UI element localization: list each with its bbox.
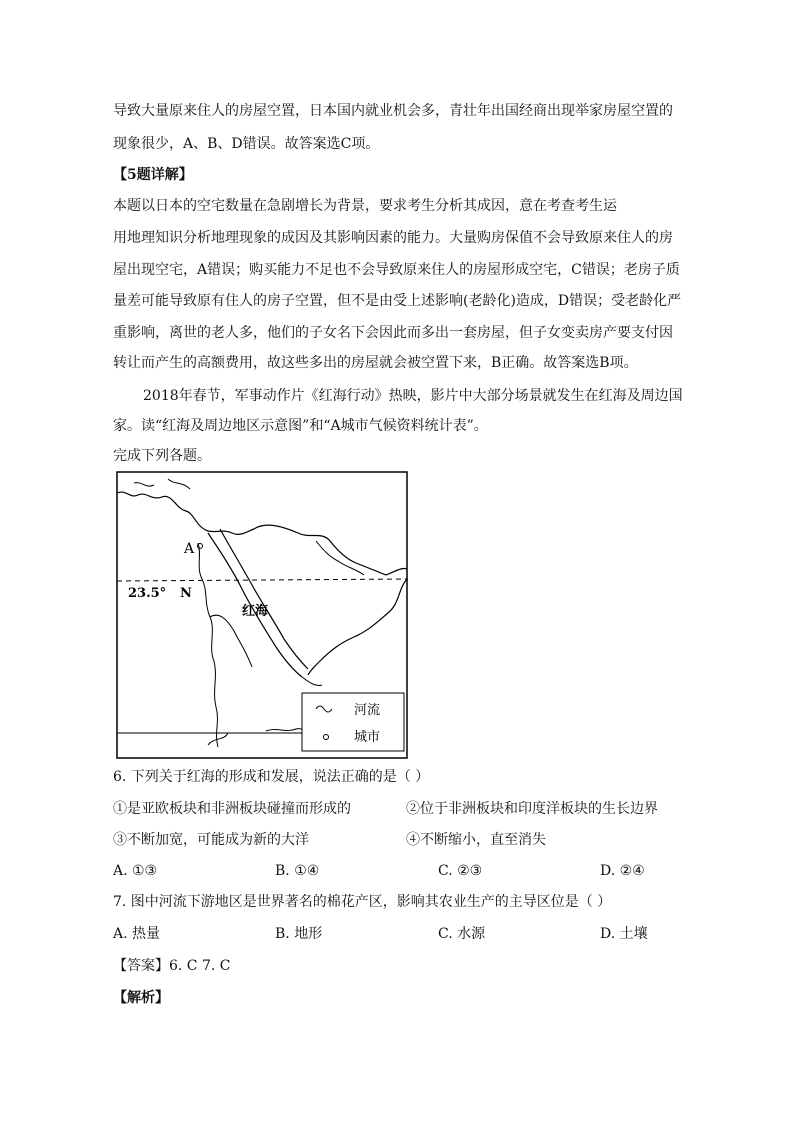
q6-option-a: A. ①③: [113, 863, 158, 879]
legend-city-label: 城市: [354, 730, 381, 745]
q7-option-d: D. 土壤: [600, 926, 648, 942]
red-sea-label: 红海: [242, 604, 269, 619]
q6-option-b: B. ①④: [275, 863, 320, 879]
text-line: 本题以日本的空宅数量在急剧增长为背景，要求考生分析其成因，意在考查考生运: [113, 198, 617, 214]
q7-stem: 7. 图中河流下游地区是世界著名的棉花产区，影响其农业生产的主导区位是（ ）: [113, 894, 612, 910]
north-label: N: [180, 586, 192, 601]
q6-option-c: C. ②③: [438, 863, 483, 879]
q5-heading: 【5题详解】: [113, 167, 193, 183]
latitude-label: 23.5°: [128, 586, 167, 601]
city-a-label: A: [184, 541, 195, 557]
text-line: 转让而产生的高额费用，故这些多出的房屋就会被空置下来，B正确。故答案选B项。: [113, 355, 638, 371]
red-sea-map: [116, 471, 408, 759]
text-line: 重影响，离世的老人多，他们的子女名下会因此而多出一套房屋，但子女变卖房产要支付因: [113, 325, 673, 341]
analysis-heading: 【解析】: [113, 990, 169, 1006]
q6-stem: 6. 下列关于红海的形成和发展，说法正确的是（ ）: [113, 769, 430, 785]
legend-river-label: 河流: [354, 703, 381, 718]
text-line: 屋出现空宅，A错误；购买能力不足也不会导致原来住人的房屋形成空宅，C错误；老房子质: [113, 262, 680, 278]
answer-line: 【答案】6. C 7. C: [113, 958, 231, 974]
text-line: 家。读“红海及周边地区示意图”和“A城市气候资料统计表”。: [113, 418, 488, 434]
q6-statement-4: ④不断缩小，直至消失: [406, 832, 546, 848]
q7-option-b: B. 地形: [275, 926, 323, 942]
q6-statement-3: ③不断加宽，可能成为新的大洋: [113, 832, 309, 848]
text-line: 现象很少，A、B、D错误。故答案选C项。: [113, 136, 380, 152]
q7-option-c: C. 水源: [438, 926, 486, 942]
text-line: 2018年春节，军事动作片《红海行动》热映，影片中大部分场景就发生在红海及周边国: [143, 388, 683, 404]
text-line: 导致大量原来住人的房屋空置，日本国内就业机会多，青壮年出国经商出现举家房屋空置的: [113, 103, 673, 119]
text-line: 量差可能导致原有住人的房子空置，但不是由受上述影响(老龄化)造成，D错误；受老龄化严: [113, 293, 682, 309]
text-line: 用地理知识分析地理现象的成因及其影响因素的能力。大量购房保值不会导致原来住人的房: [113, 230, 673, 246]
instruction: 完成下列各题。: [113, 448, 211, 464]
q6-statement-1: ①是亚欧板块和非洲板块碰撞而形成的: [113, 801, 351, 817]
legend-box: [302, 693, 404, 751]
q7-option-a: A. 热量: [113, 926, 161, 942]
q6-statement-2: ②位于非洲板块和印度洋板块的生长边界: [406, 801, 658, 817]
q6-option-d: D. ②④: [600, 863, 645, 879]
